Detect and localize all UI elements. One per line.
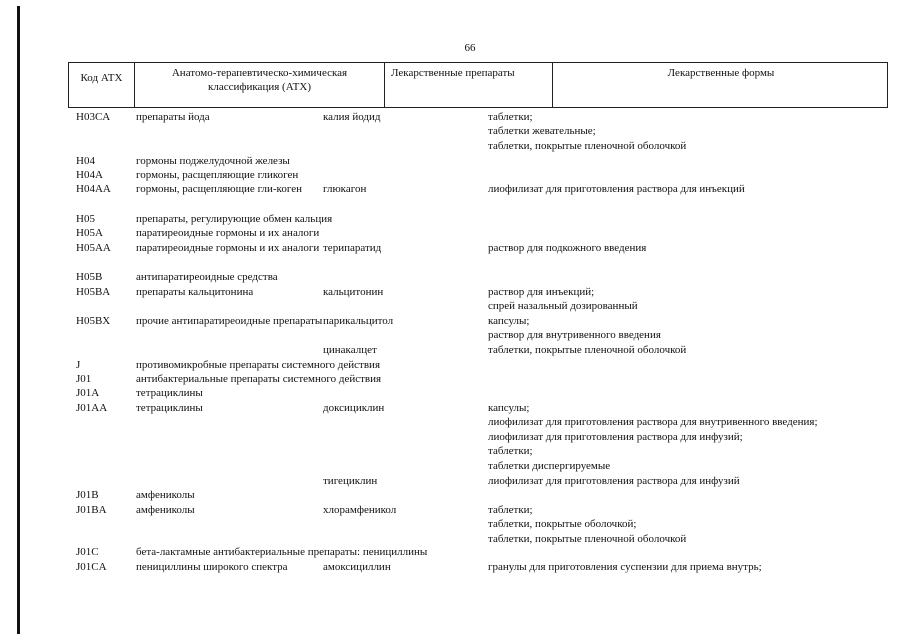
page-number: 66 <box>464 42 476 54</box>
dosage-forms <box>488 285 638 314</box>
drug-name: глюкагон <box>323 183 367 195</box>
dosage-forms <box>488 241 646 255</box>
header-atx: Анатомо-терапевтическо-химическая классификация (АТХ) <box>135 63 385 107</box>
atx-classification: пенициллины широкого спектра <box>136 561 288 573</box>
dosage-form-line: таблетки, покрытые пленочной оболочкой <box>488 344 687 356</box>
dosage-form-line: лиофилизат для приготовления раствора для инфузий; <box>488 430 743 443</box>
atx-classification: тетрациклины <box>136 402 203 414</box>
header-drug: Лекарственные препараты <box>385 63 553 107</box>
atx-classification: препараты йода <box>136 111 210 123</box>
table-header <box>68 62 888 108</box>
dosage-form-line: таблетки, покрытые пленочной оболочкой <box>488 532 687 545</box>
drug-name: хлорамфеникол <box>323 504 397 516</box>
dosage-form-line: таблетки; <box>488 504 533 516</box>
atx-code: H05A <box>76 227 103 239</box>
atx-classification: амфениколы <box>136 489 195 501</box>
atx-code: H05 <box>76 213 95 225</box>
dosage-form-line: гранулы для приготовления суспензии для приема внутрь; <box>488 561 762 573</box>
atx-code: H04 <box>76 155 95 167</box>
dosage-form-line: таблетки; <box>488 445 533 458</box>
dosage-forms <box>488 503 686 546</box>
drug-name: калия йодид <box>323 111 381 123</box>
atx-classification: гормоны, расщепляющие гликоген <box>136 169 299 181</box>
atx-classification: прочие антипаратиреоидные препараты <box>136 315 323 327</box>
dosage-forms <box>488 343 686 357</box>
header-code: Код АТХ <box>69 63 135 107</box>
dosage-form-line: раствор для внутривенного введения <box>488 329 661 342</box>
binding-edge-line <box>17 6 20 634</box>
drug-name: парикальцитол <box>323 315 394 327</box>
atx-code: H04AA <box>76 183 111 195</box>
atx-code: H05B <box>76 271 103 283</box>
dosage-form-line: лиофилизат для приготовления раствора для внутривенного введения; <box>488 416 818 429</box>
dosage-forms <box>488 314 661 343</box>
dosage-form-line: лиофилизат для приготовления раствора для инфузий <box>488 475 740 487</box>
dosage-forms <box>488 401 818 473</box>
atx-classification: бета-лактамные антибактериальные препараты: пенициллины <box>136 546 428 558</box>
atx-classification: паратиреоидные гормоны и их аналоги <box>136 227 320 239</box>
dosage-form-line: раствор для подкожного введения <box>488 242 647 254</box>
atx-code: J01 <box>76 373 92 385</box>
atx-classification: противомикробные препараты системного действия <box>136 359 380 371</box>
atx-code: J01BA <box>76 504 107 516</box>
atx-code: H05BX <box>76 315 111 327</box>
atx-classification: амфениколы <box>136 504 195 516</box>
drug-name: тигециклин <box>323 475 378 487</box>
atx-classification: антибактериальные препараты системного действия <box>136 373 382 385</box>
drug-name: доксициклин <box>323 402 385 414</box>
atx-classification: гормоны поджелудочной железы <box>136 155 290 167</box>
atx-code: J01CA <box>76 561 107 573</box>
atx-classification: паратиреоидные гормоны и их аналоги <box>136 242 320 254</box>
atx-code: J01C <box>76 546 99 558</box>
atx-classification: антипаратиреоидные средства <box>136 271 278 283</box>
dosage-forms <box>488 110 686 153</box>
dosage-form-line: спрей назальный дозированный <box>488 300 638 313</box>
atx-classification: препараты, регулирующие обмен кальция <box>136 213 333 225</box>
drug-name: цинакалцет <box>323 344 377 356</box>
atx-classification: тетрациклины <box>136 387 203 399</box>
drug-name: амоксициллин <box>323 561 391 573</box>
dosage-form-line: раствор для инъекций; <box>488 286 595 298</box>
atx-code: H03CA <box>76 111 111 123</box>
atx-classification: гормоны, расщепляющие гли-коген <box>136 183 302 195</box>
drug-name: кальцитонин <box>323 286 384 298</box>
atx-code: H05BA <box>76 286 111 298</box>
atx-code: J01B <box>76 489 99 501</box>
dosage-forms <box>488 182 745 196</box>
atx-classification: препараты кальцитонина <box>136 286 254 298</box>
dosage-form-line: таблетки, покрытые пленочной оболочкой <box>488 139 687 152</box>
atx-code: J01A <box>76 387 100 399</box>
dosage-form-line: таблетки жевательные; <box>488 125 596 138</box>
header-forms: Лекарственные формы <box>667 67 775 79</box>
atx-code: H05AA <box>76 242 111 254</box>
dosage-form-line: таблетки диспергируемые <box>488 459 611 472</box>
atx-code: H04A <box>76 169 103 181</box>
dosage-forms <box>488 474 740 488</box>
dosage-form-line: таблетки; <box>488 111 533 123</box>
dosage-form-line: лиофилизат для приготовления раствора для инъекций <box>488 183 745 195</box>
dosage-forms <box>488 560 762 574</box>
atx-code: J <box>76 359 81 371</box>
atx-code: J01AA <box>76 402 108 414</box>
dosage-form-line: таблетки, покрытые оболочкой; <box>488 518 637 531</box>
drug-name: терипаратид <box>323 242 382 254</box>
dosage-form-line: капсулы; <box>488 402 530 414</box>
dosage-form-line: капсулы; <box>488 315 530 327</box>
